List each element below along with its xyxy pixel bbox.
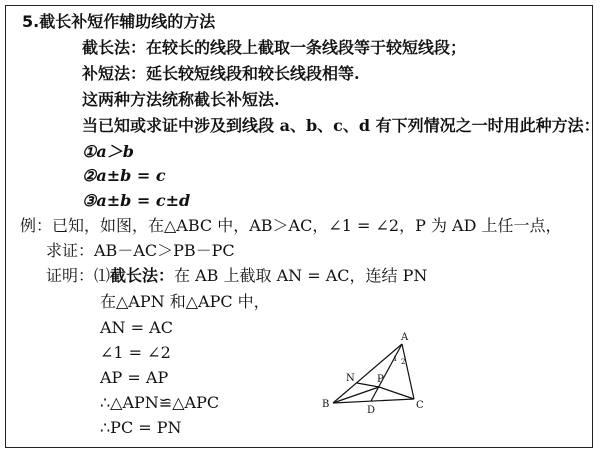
side-ab bbox=[333, 344, 402, 403]
side-ac bbox=[402, 344, 414, 399]
case-3: ③a±b = c±d bbox=[82, 191, 191, 210]
cut-long-label: 截长法： bbox=[82, 38, 147, 57]
proof-prefix: 证明：⑴ bbox=[46, 266, 111, 285]
triangle-figure bbox=[318, 330, 438, 420]
proof-step: AP = AP bbox=[100, 368, 169, 387]
example-given: 例：已知，如图，在△ABC 中，AB＞AC，∠1 = ∠2，P 为 AD 上任一点， bbox=[20, 216, 562, 235]
proof-step: ∴PC = PN bbox=[100, 418, 182, 437]
segment-pc bbox=[379, 387, 414, 399]
side-bc bbox=[333, 399, 414, 403]
label-b: B bbox=[322, 399, 330, 410]
proof-text: 在 AB 上截取 AN = AC，连结 PN bbox=[174, 266, 428, 285]
summary-line: 这两种方法统称截长补短法. bbox=[82, 90, 280, 109]
proof-step: ∠1 = ∠2 bbox=[100, 343, 171, 362]
proof-step: AN = AC bbox=[100, 318, 173, 337]
cut-long-line bbox=[82, 38, 466, 58]
label-angle-1: 1 bbox=[393, 355, 398, 363]
usage-line: 当已知或求证中涉及到线段 a、b、c、d 有下列情况之一时用此种方法： bbox=[82, 116, 600, 135]
fill-short-line bbox=[82, 64, 360, 84]
label-n: N bbox=[346, 373, 355, 384]
label-p: P bbox=[377, 374, 384, 385]
case-1: ①a＞b bbox=[82, 142, 134, 161]
proof-line bbox=[46, 266, 427, 286]
fill-short-text: 延长较短线段和较长线段相等. bbox=[146, 64, 360, 83]
label-c: C bbox=[416, 400, 424, 411]
cut-long-text: 在较长的线段上截取一条线段等于较短线段； bbox=[146, 38, 467, 57]
proof-method: 截长法： bbox=[110, 266, 175, 285]
case-2: ②a±b = c bbox=[82, 166, 166, 185]
segment-pn bbox=[357, 383, 379, 387]
label-d: D bbox=[367, 405, 376, 416]
segment-ad bbox=[371, 344, 402, 401]
label-a: A bbox=[401, 332, 409, 343]
label-angle-2: 2 bbox=[401, 358, 406, 366]
section-title: 5.截长补短作辅助线的方法 bbox=[22, 12, 216, 31]
proof-step: ∴△APN≌△APC bbox=[100, 393, 220, 412]
example-prove: 求证：AB－AC＞PB－PC bbox=[46, 241, 235, 260]
proof-step: 在△APN 和△APC 中， bbox=[100, 292, 270, 311]
fill-short-label: 补短法： bbox=[82, 64, 147, 83]
